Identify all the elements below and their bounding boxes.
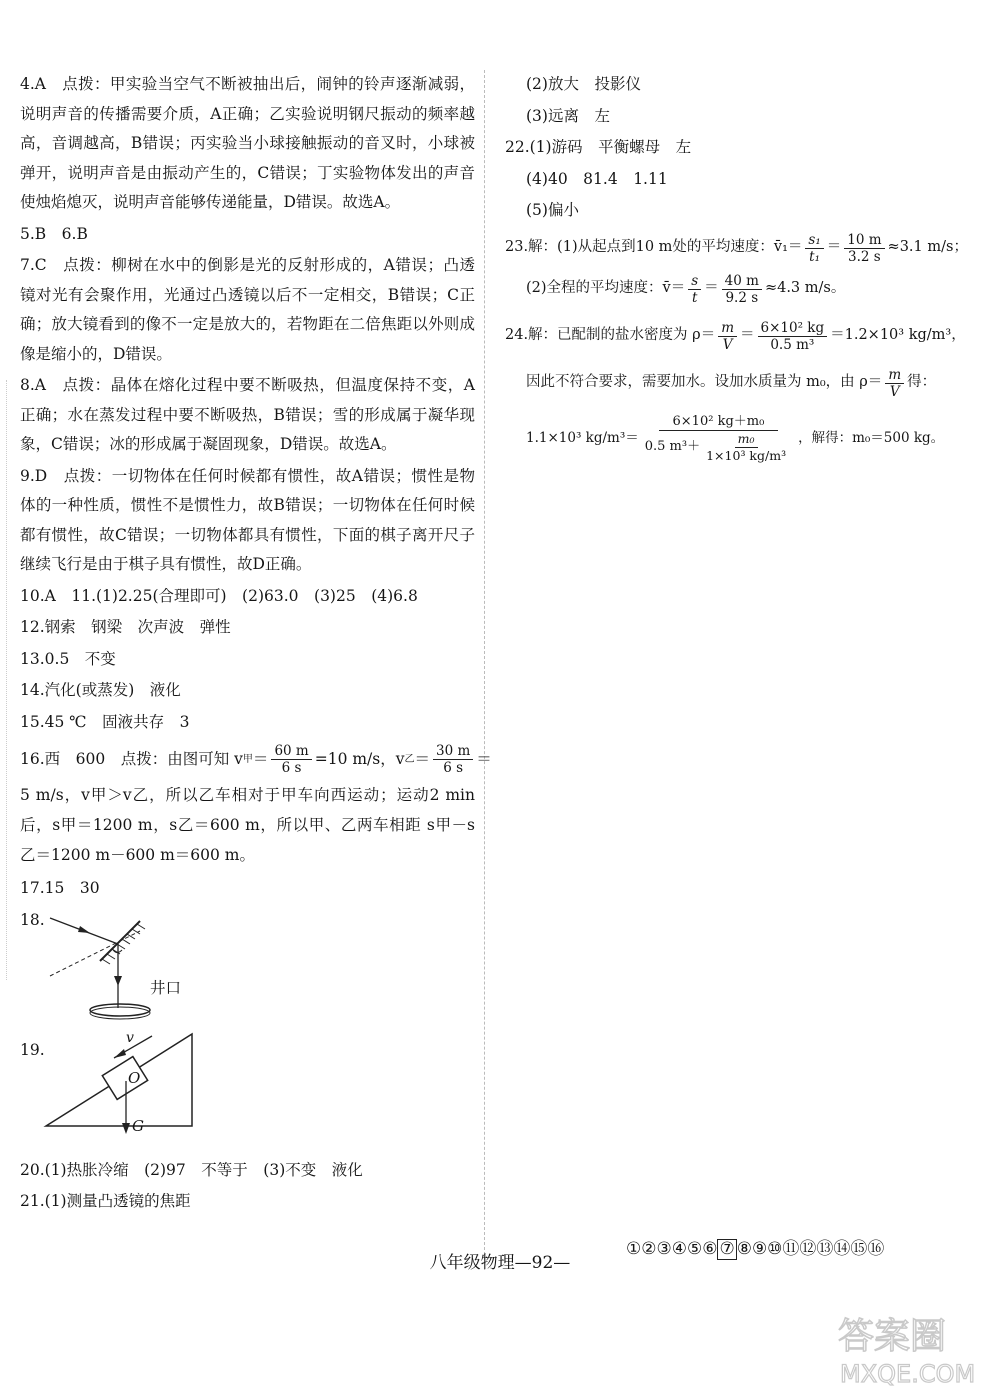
- q16-mid: =10 m/s，v: [314, 749, 405, 768]
- answer-q7: 7.C 点拨：柳树在水中的倒影是光的反射形成的，A错误；凸透镜对光有会聚作用，光通过凸透镜以后不一定相交，B错误；C正确；放大镜看到的像不一定是放大的，若物距在二倍焦距以外则成像是缩小的，D错误。: [20, 256, 475, 363]
- answer-q22-5: (5)偏小: [526, 201, 579, 219]
- q24-result-1: ＝1.2×10³ kg/m³，: [830, 327, 966, 344]
- velocity-arrowhead: [114, 1049, 126, 1058]
- normal-line: [50, 931, 140, 976]
- q16-lead: 16.西 600 点拨：由图可知 v: [20, 749, 243, 768]
- q23-f3-num: s: [688, 273, 701, 290]
- q24-lead-2: 因此不符合要求，需要加水。设加水质量为 m₀，由 ρ＝: [526, 374, 883, 391]
- q23-fraction-2: [844, 232, 884, 265]
- q24-fraction-1: [718, 320, 737, 353]
- velocity-label: v: [126, 1029, 134, 1046]
- watermark-logo: [828, 1300, 978, 1390]
- answer-q21-2: (2)放大 投影仪: [526, 75, 641, 93]
- answer-q14: 14.汽化(或蒸发) 液化: [20, 681, 181, 699]
- answer-q23-1: 23.解：(1)从起点到10 m处的平均速度：v̄₁＝ $\frac{\text{s₁}}{\text{t₁}}$ ＝ $\frac{10 m}{3.2 s}$ ≈3.1 m/s；: [505, 231, 968, 265]
- answer-q9: 9.D 点拨：一切物体在任何时候都有惯性，故A错误；惯性是物体的一种性质，惯性不是惯性力，故B错误；一切物体在任何时候都有惯性，故C错误；一切物体都具有惯性，下面的棋子离开尺子继续飞行是由于棋子具有惯性，故D正确。: [20, 466, 475, 573]
- answer-q15: 15.45 ℃ 固液共存 3: [20, 712, 190, 731]
- q16-f2-num: 30 m: [433, 743, 473, 760]
- q23-fraction-4: [722, 273, 762, 306]
- answer-q16-text: 5 m/s，v甲＞v乙，所以乙车相对于甲车向西运动；运动2 min后，s甲＝1200 m，s乙＝600 m，所以甲、乙两车相距 s甲－s乙＝1200 m－600 m＝600 m。: [20, 786, 475, 864]
- q23-f3-den: t: [691, 289, 698, 306]
- answer-q12: 12.钢索 钢梁 次声波 弹性: [20, 618, 231, 636]
- q24-f2-den: 0.5 m³: [770, 336, 815, 353]
- progress-after: ⑧⑨⑩⑪⑫⑬⑭⑮⑯: [736, 1239, 885, 1259]
- q23-f2-num: 10 m: [844, 232, 884, 249]
- q24-big-fraction: [642, 414, 795, 464]
- answer-q24-3: [505, 414, 965, 464]
- reflected-arrow: [114, 976, 122, 986]
- q24-lead-2-end: 得：: [907, 374, 937, 391]
- q24-fraction-2: [758, 320, 828, 353]
- q24-f1-num: m: [718, 320, 737, 337]
- q24-lead: 24.解：已配制的盐水密度为 ρ＝: [505, 327, 716, 344]
- reflection-diagram: [40, 906, 240, 1026]
- footer-title: 八年级物理: [429, 1253, 515, 1273]
- q16-f1-den: 6 s: [281, 760, 302, 776]
- q24-f2-num: 6×10² kg: [758, 320, 828, 337]
- q16-f2-den: 6 s: [443, 760, 464, 776]
- answer-q21: 21.(1)测量凸透镜的焦距: [20, 1192, 191, 1210]
- q16-fraction-1: [271, 743, 311, 776]
- mirror-hatching: [102, 924, 145, 964]
- right-column: [505, 70, 968, 464]
- answer-q19-figure: [20, 1026, 475, 1156]
- q18-label: 18.: [20, 910, 45, 929]
- watermark-url: MXQE.COM: [840, 1360, 976, 1388]
- q24-result-2: ，解得：m₀＝500 kg。: [798, 429, 945, 446]
- q16-sub-yi: 乙: [404, 753, 415, 765]
- block: [102, 1056, 147, 1099]
- q24-lhs: 1.1×10³ kg/m³＝: [526, 429, 639, 446]
- q19-label: 19.: [20, 1040, 45, 1059]
- q24-f3-num: m: [885, 367, 904, 384]
- well-opening-shadow: [90, 1007, 150, 1019]
- q23-f1-den: t₁: [809, 248, 821, 265]
- answer-q17: 17.15 30: [20, 879, 100, 897]
- incident-arrow: [78, 926, 90, 933]
- answer-q16-equation: 16.西 600 点拨：由图可知 v 甲 ＝ $\frac{60 m}{6 s}$ =10 m/s，v 乙 ＝ $\frac{30 m}{6 s}$ ＝: [20, 743, 492, 776]
- progress-current: ⑦: [719, 1239, 735, 1259]
- q24-inner-num: m₀: [735, 431, 758, 448]
- q23-fraction-3: [688, 273, 701, 306]
- q24-fraction-3: [885, 367, 904, 400]
- answer-q5-6: 5.B 6.B: [20, 224, 88, 243]
- answer-q22-4: (4)40 81.4 1.11: [526, 169, 668, 188]
- q24-f3-den: V: [889, 383, 900, 400]
- progress-before: ①②③④⑤⑥: [626, 1239, 718, 1259]
- q24-f1-den: V: [722, 336, 733, 353]
- left-column: [20, 70, 492, 1219]
- q23-f4-den: 9.2 s: [725, 289, 759, 306]
- answer-q22-1: 22.(1)游码 平衡螺母 左: [505, 138, 692, 156]
- answer-q8: 8.A 点拨：晶体在熔化过程中要不断吸热，但温度保持不变，A正确；水在蒸发过程中要不断吸热，B错误；雪的形成属于凝华现象，C错误；冰的形成属于凝固现象，D错误。故选A。: [20, 376, 475, 453]
- q16-fraction-2: [433, 743, 473, 776]
- q16-sub-jia: 甲: [242, 753, 253, 765]
- q24-big-num: 6×10² kg＋m₀: [659, 414, 779, 431]
- center-label: O: [128, 1068, 141, 1087]
- watermark-graphic: [828, 1300, 978, 1390]
- q23-result-2: ≈4.3 m/s。: [764, 280, 846, 297]
- well-label: 井口: [150, 978, 182, 997]
- footer-page-number: —92—: [514, 1253, 571, 1273]
- column-divider: [484, 70, 485, 1260]
- watermark-text: 答案圈: [838, 1316, 947, 1357]
- q24-inner-fraction: [703, 431, 789, 464]
- gravity-arrowhead: [122, 1123, 130, 1134]
- gravity-label: G: [132, 1116, 144, 1135]
- q23-f1-num: s₁: [805, 232, 823, 249]
- q16-f1-num: 60 m: [271, 743, 311, 760]
- answer-q24-1: 24.解：已配制的盐水密度为 ρ＝ $\frac{m}{V}$ ＝ $\frac{\text{6×10² kg}}{\text{0.5 m³}}$ ＝1.2×10³ kg/m³，: [505, 319, 966, 353]
- answer-q21-3: (3)远离 左: [526, 106, 610, 125]
- binding-margin-line: [6, 380, 7, 980]
- answer-q10-11: 10.A 11.(1)2.25(合理即可) (2)63.0 (3)25 (4)6.8: [20, 586, 418, 605]
- answer-q4: 4.A 点拨：甲实验当空气不断被抽出后，闹钟的铃声逐渐减弱，说明声音的传播需要介质，A正确；乙实验说明钢尺振动的频率越高，音调越高，B错误；丙实验当小球接触振动的音叉时，小球被弹开，说明声音是由振动产生的，C错误；丁实验物体发出的声音使烛焰熄灭，说明声音能够传递能量，D错误。故选A。: [20, 75, 475, 211]
- answer-q13: 13.0.5 不变: [20, 649, 116, 668]
- q24-big-den: [642, 431, 795, 464]
- q24-inner-den: 1×10³ kg/m³: [706, 447, 787, 463]
- q23-f2-den: 3.2 s: [848, 248, 881, 265]
- q23-lead-2: (2)全程的平均速度：v̄＝: [526, 280, 686, 297]
- answer-q24-2: [505, 367, 965, 400]
- q23-lead: 23.解：(1)从起点到10 m处的平均速度：v̄₁＝: [505, 239, 803, 256]
- q24-big-den-a: 0.5 m³＋: [644, 439, 701, 454]
- q23-f4-num: 40 m: [722, 273, 762, 290]
- answer-q23-2: (2)全程的平均速度：v̄＝ $\frac{s}{t}$ ＝ $\frac{40 m}{9.2 s}$ ≈4.3 m/s。: [526, 272, 846, 306]
- q23-result-1: ≈3.1 m/s；: [887, 239, 968, 256]
- answer-q20: 20.(1)热胀冷缩 (2)97 不等于 (3)不变 液化: [20, 1160, 363, 1179]
- q23-fraction-1: [805, 232, 823, 265]
- page-footer: [0, 1248, 1000, 1273]
- answer-q18-figure: [20, 906, 475, 1026]
- well-opening-ellipse: [90, 1004, 150, 1016]
